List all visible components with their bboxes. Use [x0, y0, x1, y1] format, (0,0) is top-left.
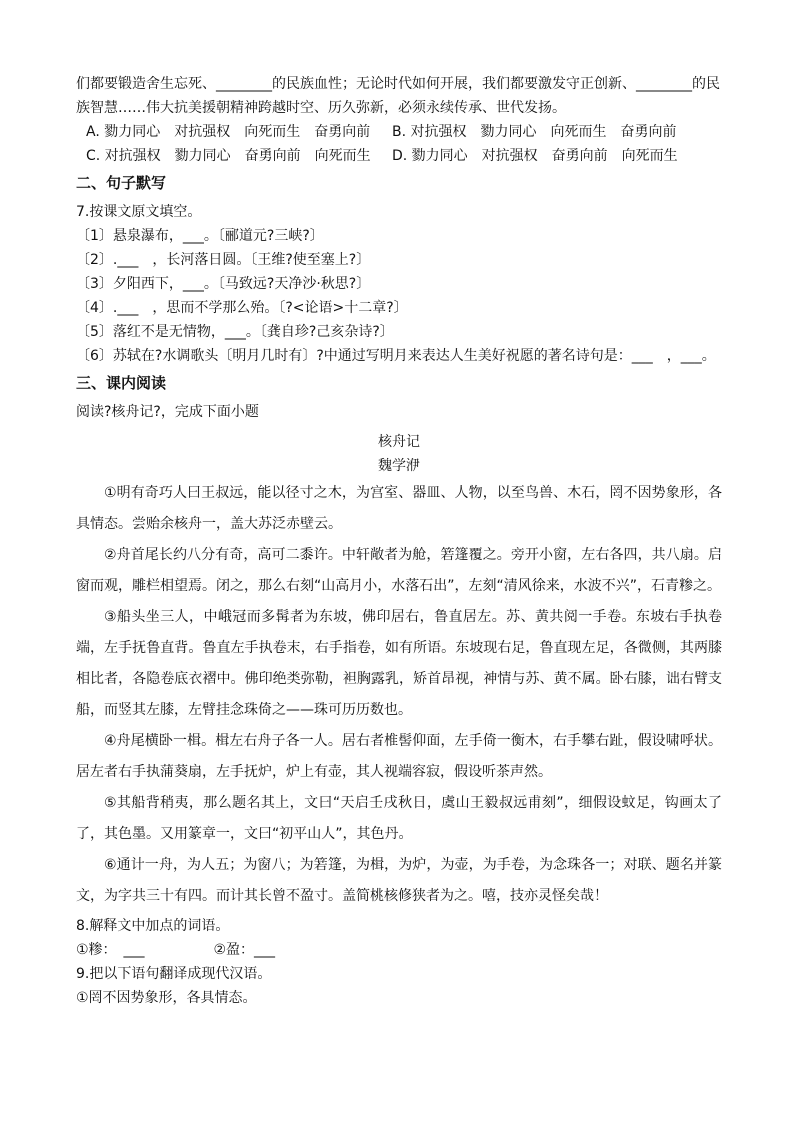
question-8: 8.解释文中加点的词语。 — [76, 918, 230, 934]
article-author: 魏学洢 — [378, 458, 420, 474]
option-b: B. 对抗强权 勠力同心 向死而生 奋勇向前 — [392, 124, 677, 140]
fill-item-2: 〔2〕.___ ，长河落日圆。〔王维?使至塞上?〕 — [76, 252, 371, 268]
article-paragraph-1: ①明有奇巧人曰王叔远，能以径寸之木，为宫室、器皿、人物，以至鸟兽、木石，罔不因势象形，各具情态。尝贻余核舟一，盖大苏泛赤壁云。 — [76, 485, 722, 532]
article-paragraph-5: ⑤其船背稍夷，那么题名其上，文曰“天启壬戌秋日，虞山王毅叔远甫刻”，细假设蚊足，钩画太了了，其色墨。又用篆章一，文曰“初平山人”，其色丹。 — [76, 795, 722, 842]
option-a: A. 勠力同心 对抗强权 向死而生 奋勇向前 — [86, 124, 371, 140]
fill-item-4: 〔4〕.___ ，思而不学那么殆。〔?<论语>十二章?〕 — [76, 300, 408, 316]
question-8-item-a: ①糁： ___ — [76, 942, 145, 958]
choice-options — [86, 120, 722, 168]
document-page — [76, 72, 722, 1010]
section-3-heading: 三、课内阅读 — [76, 374, 167, 392]
top-paragraph-line-1: 们都要锻造舍生忘死、________的民族血性；无论时代如何开展，我们都要激发守正创新、________的民 — [76, 76, 720, 92]
fill-item-5: 〔5〕落红不是无情物，___。〔龚自珍?己亥杂诗?〕 — [76, 324, 394, 340]
question-7: 7.按课文原文填空。 — [76, 204, 202, 220]
question-8-item-b: ②盈：___ — [213, 942, 276, 958]
section-2-heading: 二、句子默写 — [76, 174, 167, 192]
fill-item-3: 〔3〕夕阳西下，___。〔马致远?天净沙·秋思?〕 — [76, 276, 371, 292]
option-d: D. 勠力同心 对抗强权 奋勇向前 向死而生 — [392, 148, 678, 164]
top-paragraph-line-2: 族智慧……伟大抗美援朝精神跨越时空、历久弥新，必须永续传承、世代发扬。 — [76, 100, 566, 116]
article-paragraph-4: ④舟尾横卧一楫。楫左右舟子各一人。居右者椎髻仰面，左手倚一衡木，右手攀右趾，假设啸呼状。居左者右手执蒲葵扇，左手抚炉，炉上有壶，其人视端容寂，假设听茶声然。 — [76, 733, 722, 780]
fill-item-1: 〔1〕悬泉瀑布，___。〔郦道元?三峡?〕 — [76, 228, 324, 244]
reading-intro: 阅读?核舟记?，完成下面小题 — [76, 404, 259, 420]
article-paragraph-3: ③船头坐三人，中峨冠而多髯者为东坡，佛印居右，鲁直居左。苏、黄共阅一手卷。东坡右手执卷端，左手抚鲁直背。鲁直左手执卷末，右手指卷，如有所语。东坡现右足，鲁直现左足，各微侧，其两膝相比者，各隐卷底衣褶中。佛印绝类弥勒，袒胸露乳，矫首昂视，神情与苏、黄不属。卧右膝，诎右臂支船，而竖其左膝，左臂挂念珠倚之——珠可历历数也。 — [76, 609, 722, 718]
question-9-item-1: ①罔不因势象形，各具情态。 — [76, 990, 257, 1006]
fill-item-6: 〔6〕苏轼在?水调歌头〔明月几时有〕?中通过写明月来表达人生美好祝愿的著名诗句是：___ ，___。 — [76, 348, 716, 364]
article-paragraph-2: ②舟首尾长约八分有奇，高可二黍许。中轩敞者为舱，箬篷覆之。旁开小窗，左右各四，共八扇。启窗而观，雕栏相望焉。闭之，那么右刻“山高月小，水落石出”，左刻“清风徐来，水波不兴”，石青糁之。 — [76, 547, 722, 594]
question-8-answers — [76, 938, 722, 962]
article-paragraph-6: ⑥通计一舟，为人五；为窗八；为箬篷，为楫，为炉，为壶，为手卷，为念珠各一；对联、题名并篆文，为字共三十有四。而计其长曾不盈寸。盖简桃核修狭者为之。嘻，技亦灵怪矣哉！ — [76, 857, 722, 904]
option-c: C. 对抗强权 勠力同心 奋勇向前 向死而生 — [86, 148, 371, 164]
question-9: 9.把以下语句翻译成现代汉语。 — [76, 966, 272, 982]
article-title: 核舟记 — [378, 434, 420, 450]
